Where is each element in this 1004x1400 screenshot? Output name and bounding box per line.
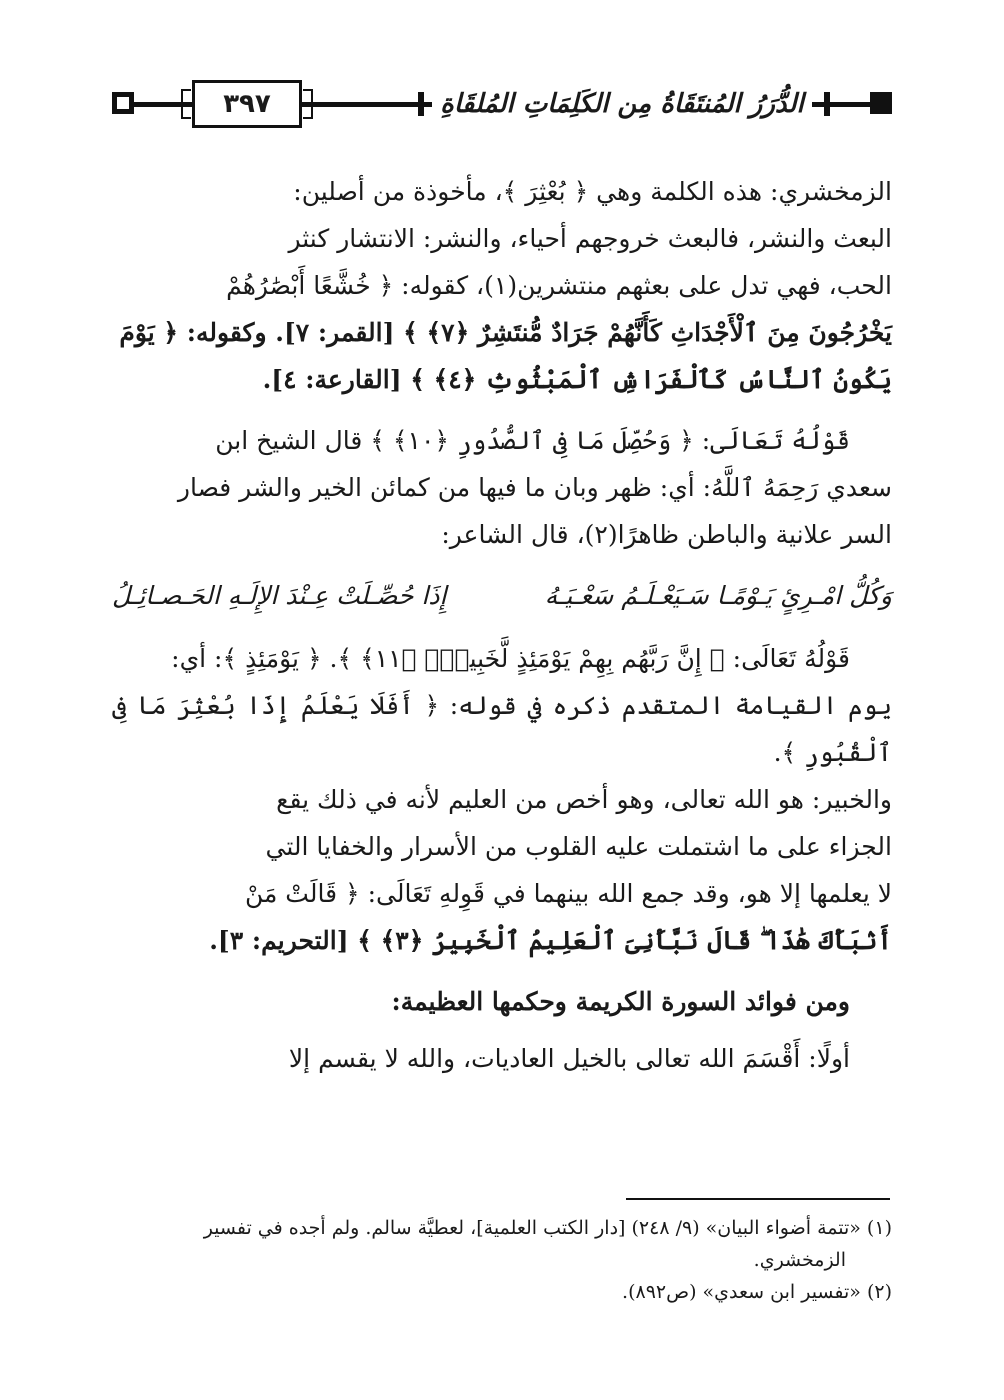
text-line: السر علانية والباطن ظاهرًا(٢)، قال الشاعر: [441, 520, 892, 549]
paragraph-verse-11 [112, 635, 892, 964]
text-line: سعدي رَحِمَهُ ٱللَّهُ: أي: ظهر وبان ما فيها من كمائن الخير والشر فصار [177, 473, 892, 502]
text-line: لا يعلمها إلا هو، وقد جمع الله بينهما في قَوِلهِ تَعَالَى: ﴿ قَالَتْ مَنْ [244, 879, 892, 908]
footnote-2: (٢) «تفسير ابن سعدي» (ص٨٩٢). [622, 1281, 892, 1303]
header-rule-middle [302, 102, 432, 107]
quran-line: أَنۢبَأَكَ هَٰذَا ۖ قَالَ نَبَّأَنِىَ ٱلْعَلِيمُ ٱلْخَبِيرُ ﴿٣﴾ ﴾ [التحريم: ٣]. [209, 926, 892, 955]
text-line: البعث والنشر، فالبعث خروجهم أحياء، والنشر: الانتشار كنثر [288, 224, 892, 253]
header-rule-tick [418, 92, 424, 116]
poetry-verse [112, 572, 892, 619]
header-square-filled [870, 92, 892, 114]
page-number: ٣٩٧ [192, 80, 302, 128]
header-square-open [112, 92, 134, 114]
text-line: قَوْلُهُ تَعَالَى: ﴿ وَحُصِّلَ مَا فِى ٱلصُّدُورِ ﴿١٠﴾ ﴾ قال الشيخ ابن [215, 426, 850, 455]
quran-line: يَكُونُ ٱلنَّاسُ كَٱلْفَرَاشِ ٱلْمَبْثُوثِ ﴿٤﴾ ﴾ [القارعة: ٤]. [262, 365, 892, 394]
footnote-separator [626, 1198, 890, 1200]
main-text [112, 168, 892, 1082]
quran-line: يَخْرُجُونَ مِنَ ٱلْأَجْدَاثِ كَأَنَّهُمْ جَرَادٌ مُّنتَشِرٌ ﴿٧﴾ ﴾ [القمر: ٧]. وكقوله: ﴿ يَوْمَ [119, 318, 892, 347]
section-heading: ومن فوائد السورة الكريمة وحكمها العظيمة: [391, 987, 850, 1016]
text-line: يوم القيامة المتقدم ذكره في قوله: ﴿ أَفَلَا يَعْلَمُ إِذَا بُعْثِرَ مَا فِى ٱلْقُبُورِ ﴾. [112, 691, 892, 767]
text-line: قَوْلُهُ تَعَالَى: ﴿ إِنَّ رَبَّهُم بِهِمْ يَوْمَئِذٍ لَّخَبِيرٌۢ ﴿١١﴾ ﴾. ﴿ يَوْمَئِذٍ ﴾: أي: [171, 644, 850, 673]
footnote-1-continuation: الزمخشري. [753, 1249, 846, 1271]
verse-right-hemistich: وَكُلُّ امْـرِئٍ يَـوْمًـا سَـيَعْـلَـمُ سَعْـيَـهُ [544, 581, 892, 610]
footnote-1: (١) «تتمة أضواء البيان» (٩/ ٢٤٨) [دار الكتب العلمية]، لعطيَّة سالم. ولم أجده في تفسير [203, 1217, 892, 1239]
header-rule-right [812, 102, 870, 107]
text-line: الحب، فهي تدل على بعثهم منتشرين(١)، كقوله: ﴿ خُشَّعًا أَبْصَٰرُهُمْ [226, 271, 892, 300]
paragraph-zamakhshari [112, 168, 892, 403]
page-header [112, 78, 892, 134]
paragraph-verse-10 [112, 417, 892, 558]
footnotes [112, 1212, 892, 1308]
verse-left-hemistich: إِذَا حُصِّـلَتْ عِـنْدَ الإِلَـهِ الحَـصـائِـلُ [112, 581, 447, 610]
text-line: الجزاء على ما اشتملت عليه القلوب من الأسرار والخفايا التي [265, 832, 892, 861]
text-line: والخبير: هو الله تعالى، وهو أخص من العليم لأنه في ذلك يقع [276, 785, 892, 814]
running-book-title: الدُّرَرُ المُنتَقَاةُ مِن الكَلِمَاتِ المُلقَاةِ [432, 78, 812, 130]
text-line: الزمخشري: هذه الكلمة وهي ﴿ بُعْثِرَ ﴾، مأخوذة من أصلين: [293, 177, 892, 206]
text-line: أولًا: أَقْسَمَ الله تعالى بالخيل العاديات، والله لا يقسم إلا [288, 1044, 850, 1073]
